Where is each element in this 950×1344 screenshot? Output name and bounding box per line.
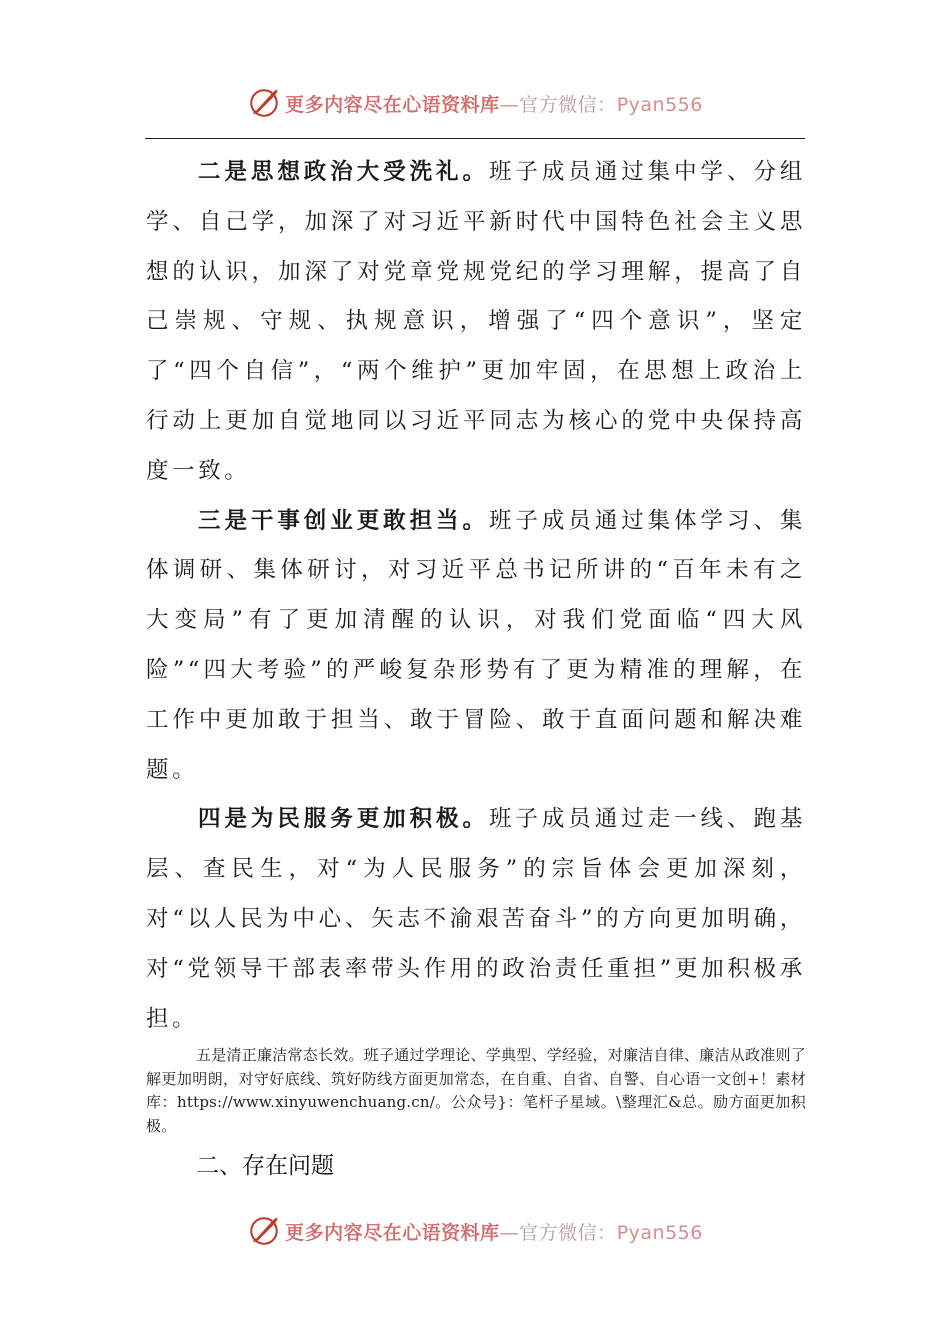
paragraph-lead: 二是思想政治大受洗礼。 — [198, 159, 489, 185]
header-wechat-label: 官方微信： — [519, 93, 617, 116]
footer-banner — [0, 1206, 950, 1256]
paragraph-5-small: 五是清正廉洁常态长效。班子通过学理论、学典型、学经验，对廉洁自律、廉洁从政准则了解更加明朗，对守好底线、筑好防线方面更加常态，在自重、自省、自警、自心语一文创+！素材库：https://www.xinyuwenchuang.cn/。公众号}：笔杆子星域。\整理汇&总。励方面更加积极。 — [146, 1046, 806, 1135]
paragraph-lead: 三是干事创业更敢担当。 — [198, 507, 489, 534]
footer-separator: — — [499, 1221, 520, 1244]
footer-banner-text — [285, 1218, 703, 1245]
header-wechat-id: Pyan556 — [616, 93, 703, 116]
paragraph-lead: 四是为民服务更加积极。 — [198, 806, 489, 833]
footer-brand: 更多内容尽在心语资料库 — [285, 1221, 500, 1244]
paragraph-body: 班子成员通过集中学、分组学、自己学，加深了对习近平新时代中国特色社会主义思想的认识，加深了对党章党规党纪的学习理解，提高了自己崇规、守规、执规意识，增强了“四个意识”，坚定了“四个自信”，“两个维护”更加牢固，在思想上政治上行动上更加自觉地同以习近平同志为核心的党中央保持高度一致。 — [146, 159, 806, 484]
paragraph-3 — [146, 497, 806, 796]
quill-logo-icon — [247, 1214, 281, 1248]
section-heading: 二、存在问题 — [196, 1153, 334, 1180]
quill-logo-icon — [247, 86, 281, 120]
paragraph-2 — [146, 148, 806, 497]
header-divider — [145, 138, 805, 139]
document-body — [146, 148, 806, 1183]
header-separator: — — [499, 93, 520, 116]
footer-wechat-id: Pyan556 — [616, 1221, 703, 1244]
header-banner-text — [285, 90, 703, 117]
paragraph-body: 班子成员通过走一线、跑基层、查民生，对“为人民服务”的宗旨体会更加深刻，对“以人民为中心、矢志不渝艰苦奋斗”的方向更加明确，对“党领导干部表率带头作用的政治责任重担”更加积极承担。 — [146, 806, 806, 1032]
footer-wechat-label: 官方微信： — [519, 1221, 617, 1244]
paragraph-body: 班子成员通过集体学习、集体调研、集体研讨，对习近平总书记所讲的“百年未有之大变局”有了更加清醒的认识，对我们党面临“四大风险”“四大考验”的严峻复杂形势有了更为精准的理解，在工作中更加敢于担当、敢于冒险、敢于直面问题和解决难题。 — [146, 507, 806, 783]
header-brand: 更多内容尽在心语资料库 — [285, 93, 500, 116]
paragraph-4 — [146, 795, 806, 1044]
header-banner — [0, 78, 950, 128]
